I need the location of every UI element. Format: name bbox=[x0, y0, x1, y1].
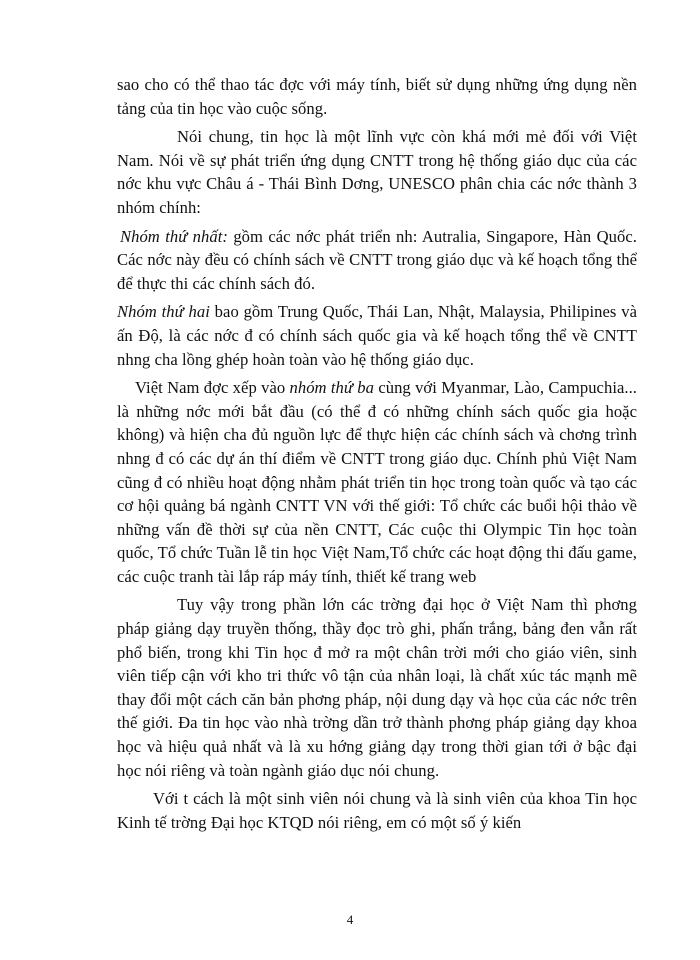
page-number: 4 bbox=[346, 912, 354, 927]
paragraph-text: sao cho có thể thao tác đợc với máy tính, biết sử dụng những ứng dụng nền tảng của tin học vào cuộc sống. bbox=[117, 75, 637, 118]
paragraph-6 bbox=[117, 593, 637, 782]
paragraph-2 bbox=[117, 125, 637, 219]
italic-heading: Nhóm thứ hai bbox=[117, 302, 210, 322]
paragraph-1 bbox=[117, 73, 637, 120]
italic-heading: Nhóm thứ nhất: bbox=[120, 226, 228, 246]
paragraph-text: Với t cách là một sinh viên nói chung và là sinh viên của khoa Tin học Kinh tế trờng Đại học KTQD nói riêng, em có một số ý kiến bbox=[117, 789, 637, 832]
paragraph-4 bbox=[117, 300, 637, 371]
paragraph-5 bbox=[117, 376, 637, 588]
paragraph-3 bbox=[117, 225, 637, 296]
paragraph-7 bbox=[117, 787, 637, 834]
paragraph-text: bao gồm Trung Quốc, Thái Lan, Nhật, Malaysia, Philipines và ấn Độ, là các nớc đ có chính sách quốc gia và kế hoạch tổng thể về CNTT nhng cha lồng ghép hoàn toàn vào hệ thống giáo dục. bbox=[117, 302, 637, 369]
italic-phrase: nhóm thứ ba bbox=[289, 378, 375, 398]
paragraph-text: gồm các nớc phát triển nh: Autralia, Singapore, Hàn Quốc. Các nớc này đều có chính sách về CNTT trong giáo dục và kế hoạch tổng thể để thực thi các chính sách đó. bbox=[117, 226, 637, 293]
paragraph-text: Việt Nam đợc xếp vào bbox=[135, 378, 290, 398]
paragraph-text: Nói chung, tin học là một lĩnh vực còn khá mới mẻ đối với Việt Nam. Nói về sự phát triển ứng dụng CNTT trong hệ thống giáo dục của các nớc khu vực Châu á - Thái Bình Dơng, UNESCO phân chia các nớc thành 3 nhóm chính: bbox=[117, 127, 637, 217]
paragraph-text: Tuy vậy trong phần lớn các trờng đại học ở Việt Nam thì phơng pháp giảng dạy truyền thống, thầy đọc trò ghi, phấn trắng, bảng đen vẫn rất phổ biến, trong khi Tin học đ mở ra một chân trời mới cho giáo viên, sinh viên tiếp cận với kho tri thức vô tận của nhân loại, là chất xúc tác mạnh mẽ thay đổi một cách căn bản phơng pháp, nội dung dạy và học của các nớc trên thế giới. Đa tin học vào nhà trờng dần trở thành phơng pháp giảng dạy khoa học và hiệu quả nhất và là xu hớng giảng dạy trong thời gian tới ở bậc đại học nói riêng và toàn ngành giáo dục nói chung. bbox=[117, 595, 637, 780]
body-text bbox=[117, 73, 637, 839]
paragraph-text: cùng với Myanmar, Lào, Campuchia... là những nớc mới bắt đầu (có thể đ có những chính sách quốc gia hoặc không) và hiện cha đủ nguồn lực để thực hiện các chính sách và chơng trình nhng đ có các dự án thí điểm về CNTT trong giáo dục. Chính phủ Việt Nam cũng đ có nhiều hoạt động nhằm phát triển tin học trong toàn quốc và tạo các cơ hội quảng bá ngành CNTT VN với thế giới: Tổ chức các buổi hội thảo về những vấn đề thời sự của nền CNTT, Các cuộc thi Olympic Tin học toàn quốc, Tổ chức Tuần lễ tin học Việt Nam,Tổ chức các hoạt động thi đấu game, các cuộc tranh tài lắp ráp máy tính, thiết kế trang web bbox=[117, 378, 637, 586]
